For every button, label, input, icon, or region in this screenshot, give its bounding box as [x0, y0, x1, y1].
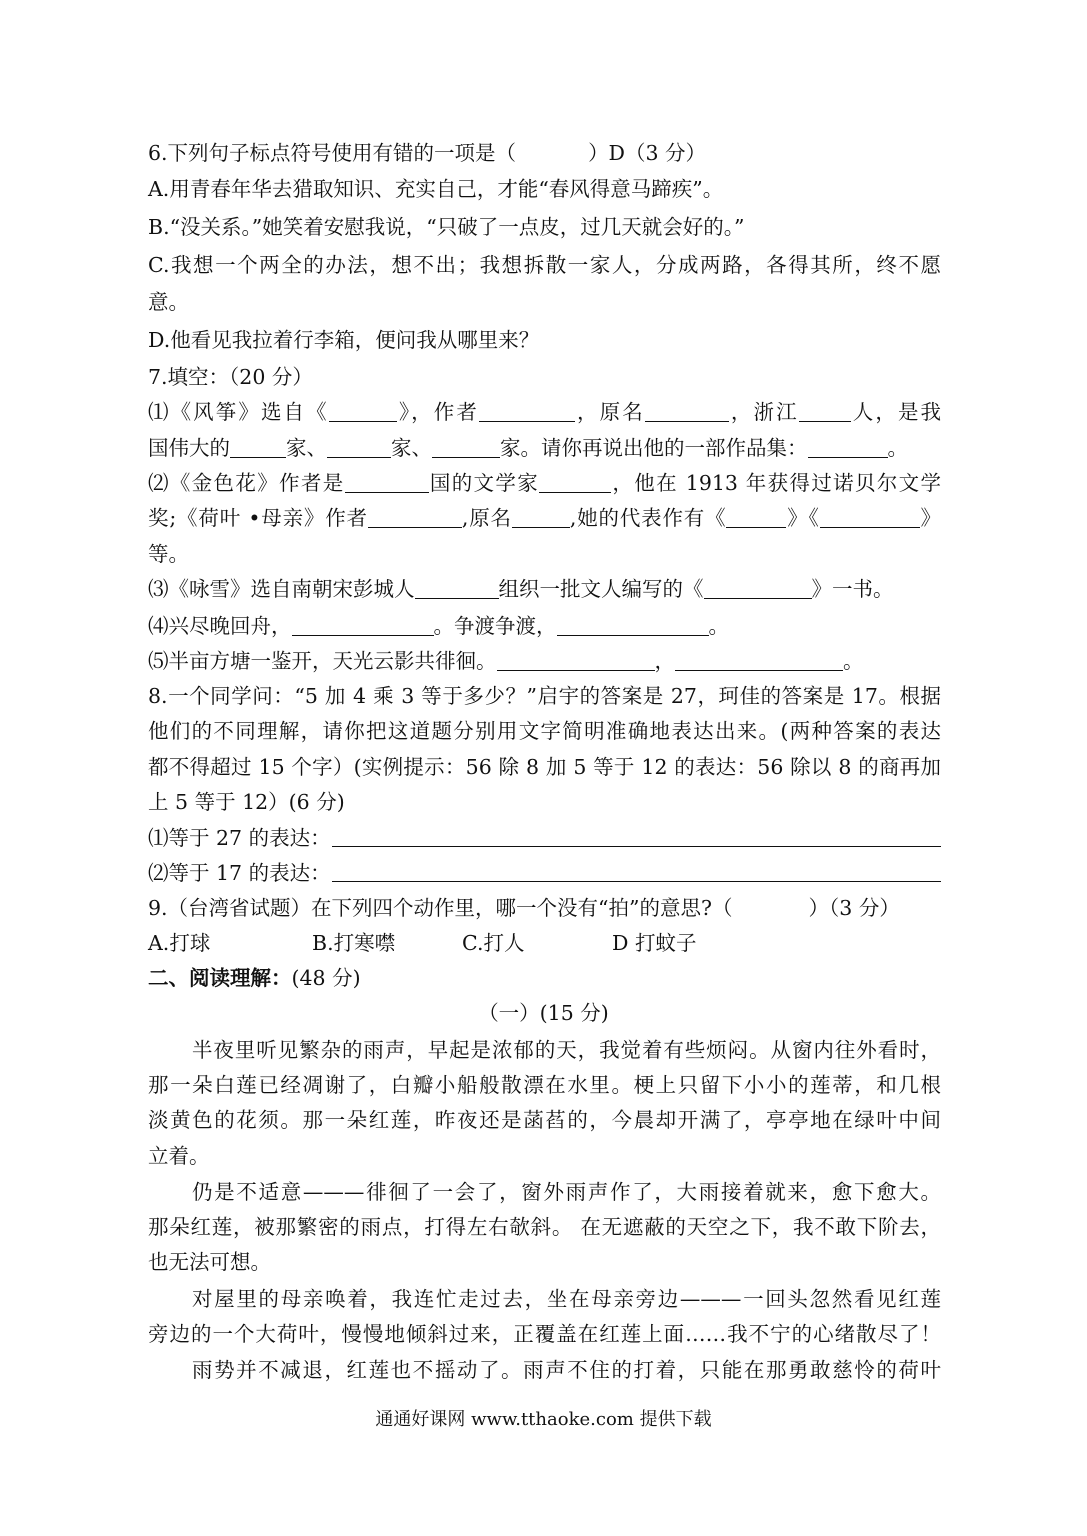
q7-item2-line2 — [148, 504, 941, 532]
blank — [557, 615, 709, 636]
blank — [368, 507, 462, 528]
blank — [479, 401, 575, 422]
text: 》一书。 — [811, 577, 894, 601]
passage-line: 半夜里听见繁杂的雨声，早起是浓郁的天，我觉着有些烦闷。从窗内往外看时， — [192, 1038, 941, 1062]
text: 。 — [843, 649, 864, 673]
blank — [497, 650, 655, 671]
blank — [327, 437, 391, 458]
q9-option-a: A.打球 — [148, 931, 211, 955]
text: ,原名 — [461, 506, 512, 530]
q6-answer: ）D（3 分） — [588, 141, 707, 165]
text: ⑴《风筝》选自《 — [148, 400, 329, 424]
text: ⑶《咏雪》选自南朝宋彭城人 — [148, 577, 415, 601]
passage-line: 旁边的一个大荷叶，慢慢地倾斜过来，正覆盖在红莲上面……我不宁的心绪散尽了！ — [148, 1322, 941, 1346]
passage-line: 仍是不适意———徘徊了一会了，窗外雨声作了，大雨接着就来，愈下愈大。 — [192, 1180, 941, 1204]
q7-item3 — [148, 575, 941, 603]
text: 9.（台湾省试题）在下列四个动作里，哪一个没有“拍”的意思?（ — [148, 896, 733, 920]
blank — [345, 472, 429, 493]
blank — [808, 437, 888, 458]
blank — [415, 578, 499, 599]
q6-option-c-line1: C.我想一个两全的办法，想不出；我想拆散一家人，分成两路，各得其所，终不愿 — [148, 253, 941, 277]
blank — [432, 437, 500, 458]
q7-stem: 7.填空：（20 分） — [148, 365, 313, 389]
section2-score: (48 分) — [291, 966, 361, 990]
text: 人，是我 — [850, 400, 942, 424]
text: ，他在 1913 年获得过诺贝尔文学 — [611, 471, 942, 495]
section2-title: 二、阅读理解： — [148, 966, 292, 990]
q7-item5 — [148, 647, 941, 675]
passage-line: 对屋里的母亲唤着，我连忙走过去，坐在母亲旁边———一回头忽然看见红莲 — [192, 1287, 941, 1311]
q6-option-c-line2: 意。 — [148, 290, 189, 314]
text: ⑸半亩方塘一鉴开，天光云影共徘徊。 — [148, 649, 497, 673]
text: 家。请你再说出他的一部作品集： — [500, 436, 808, 460]
passage-line: 淡黄色的花须。那一朵红莲，昨夜还是菡萏的，今晨却开满了，亭亭地在绿叶中间 — [148, 1108, 941, 1132]
passage-line: 那一朵白莲已经凋谢了，白瓣小船般散漂在水里。梗上只留下小小的莲蒂，和几根 — [148, 1073, 941, 1097]
q7-item2-line1 — [148, 469, 941, 497]
blank — [230, 437, 286, 458]
q7-item2-line3: 等。 — [148, 542, 189, 566]
q7-item1-line1 — [148, 398, 941, 426]
text: 》，作者 — [396, 400, 479, 424]
q7-item4 — [148, 612, 941, 640]
passage-line: 那朵红莲，被那繁密的雨点，打得左右欹斜。 在无遮蔽的天空之下，我不敢下阶去， — [148, 1215, 941, 1239]
blank — [726, 507, 786, 528]
text: 。争渡争渡， — [433, 614, 557, 638]
q6-stem-text: 6.下列句子标点符号使用有错的一项是（ — [148, 141, 517, 165]
q8-line3: 都不得超过 15 个字）(实例提示：56 除 8 加 5 等于 12 的表达：56 除以 8 的商再加 — [148, 755, 941, 779]
q9-stem — [148, 894, 941, 922]
passage-line: 立着。 — [148, 1144, 210, 1168]
blank — [329, 401, 397, 422]
text: 》 — [919, 506, 941, 530]
q6-stem — [148, 139, 941, 167]
text: 国伟大的 — [148, 436, 230, 460]
q6-option-b: B.“没关系。”她笑着安慰我说，“只破了一点皮，过几天就会好的。” — [148, 215, 745, 239]
page-footer: 通通好课网 www.tthaoke.com 提供下载 — [375, 1409, 712, 1430]
blank — [820, 507, 920, 528]
text: 家、 — [391, 436, 432, 460]
text: ⑵《金色花》作者是 — [148, 471, 345, 495]
passage-line: 雨势并不减退，红莲也不摇动了。雨声不住的打着，只能在那勇敢慈怜的荷叶 — [192, 1358, 941, 1382]
blank — [799, 401, 851, 422]
q8-answer2-blank — [332, 881, 941, 882]
q9-option-b: B.打寒噤 — [312, 931, 396, 955]
blank — [645, 401, 729, 422]
text: 家、 — [286, 436, 327, 460]
blank — [539, 472, 611, 493]
blank — [292, 615, 434, 636]
q8-line4: 上 5 等于 12）(6 分) — [148, 790, 345, 814]
section2-heading — [148, 964, 941, 992]
q9-option-d: D 打蚊子 — [612, 931, 697, 955]
passage-line: 也无法可想。 — [148, 1250, 271, 1274]
text: ）（3 分） — [808, 896, 900, 920]
q8-answer1-blank — [332, 846, 941, 847]
blank — [675, 650, 843, 671]
q7-item1-line2 — [148, 434, 941, 462]
q9-option-c: C.打人 — [462, 931, 525, 955]
q6-option-d: D.他看见我拉着行李箱，便问我从哪里来？ — [148, 328, 540, 352]
blank — [512, 507, 570, 528]
text: 奖;《荷叶 •母亲》作者 — [148, 506, 368, 530]
text: ，浙江 — [728, 400, 799, 424]
q8-answer2-label: ⑵等于 17 的表达： — [148, 861, 331, 885]
text: ，原名 — [574, 400, 645, 424]
q6-option-a: A.用青春年华去猎取知识、充实自己，才能“春风得意马蹄疾”。 — [148, 177, 724, 201]
text: ,她的代表作有《 — [569, 506, 727, 530]
text: 组织一批文人编写的《 — [498, 577, 704, 601]
text: 国的文学家 — [428, 471, 540, 495]
q9-options — [148, 929, 941, 957]
blank — [704, 578, 812, 599]
text: ⑷兴尽晚回舟， — [148, 614, 292, 638]
text: ， — [654, 649, 675, 673]
text: 。 — [708, 614, 729, 638]
q8-line1: 8.一个同学问：“5 加 4 乘 3 等于多少？”启宇的答案是 27，珂佳的答案是 17。根据 — [148, 684, 941, 708]
q8-answer1-label: ⑴等于 27 的表达： — [148, 826, 331, 850]
text: 》《 — [786, 506, 820, 530]
text: 。 — [887, 436, 908, 460]
q8-line2: 他们的不同理解，请你把这道题分别用文字简明准确地表达出来。(两种答案的表达 — [148, 719, 941, 743]
section2-subheading: （一）(15 分) — [478, 1001, 609, 1025]
